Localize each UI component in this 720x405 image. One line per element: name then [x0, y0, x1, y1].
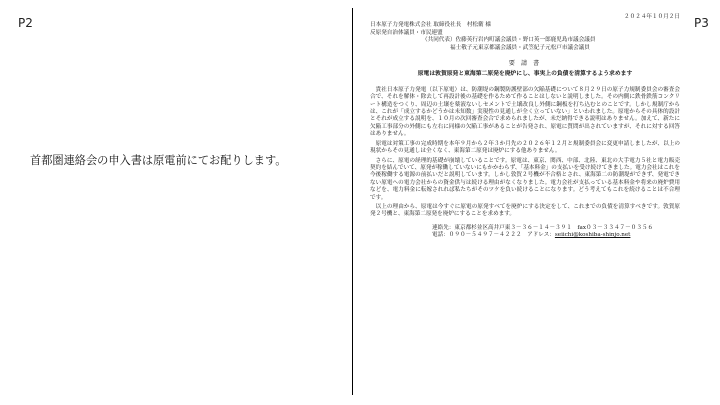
contact-phone: 電話：０９０－５４９７－４２２２ アドレス：: [432, 232, 555, 239]
paragraph-1: 貴社日本原子力発電（以下原電）は、防潮堤の鋼製防護壁部の欠陥基礎について８月２９日の原子力規制委員会の審査会合で、それを解体・除去して再設計後の基礎を作るためて作ることはしないと説明しました。その内側に鉄骨鉄筋コンクリート構造をつくり、周辺の土壌を薬液ないしセメントで土壌改良し外側に鋼板を打ち込むとのことです。しかし規制庁からは、これが「成立するかどうかは未知数」実現性の見通しが全く立っていない」といわれました。原電からその具体的設計とそれが成立する説明を、１０月の次回審査会合で求められましたが、未だ納得できる説明はありません。加えて、新たに欠陥工事部分の外側にも左右に同様の欠陥工事があることが告発され、原電に質問が出されていますが、それに対する回答はありません。: [370, 86, 680, 138]
co-representatives-line-1: （共同代表）佐藤英行岩内町議会議員・野口英一郎鹿児島市議会議員: [422, 37, 596, 44]
addressee-line: 日本原子力発電株式会社 取締役社長 村松衛 様: [370, 22, 492, 29]
page-label-right: P3: [694, 16, 709, 30]
sender-organization: 反原発自治体議員・市民連盟: [370, 29, 443, 36]
request-letter: [370, 14, 680, 240]
paragraph-2: 原電は対策工事の完成時期を本年９月から２年３か月先の２０２６年１２月と規制委員会に変更申請しましたが、以上の現状からその見通しは全くなく、東海第二原発は廃炉にする他ありません。: [370, 140, 680, 155]
letter-title: 要 請 書: [508, 60, 542, 68]
contact-block: [370, 225, 680, 240]
page-divider: [352, 8, 353, 395]
distribution-note: 首都圏連絡会の申入書は原電前にてお配りします。: [30, 154, 287, 167]
contact-email-link[interactable]: seiichi@koshiba-shinjo.net: [554, 232, 631, 239]
contact-phone-line: [432, 232, 680, 239]
contact-address: 連絡先：東京都杉並区高井戸東３－３６－１４－３９１ fax０３－３３４７－０３５６: [432, 224, 654, 231]
paragraph-3: さらに、原電の経理的基礎が崩壊していることです。原電は、東京、関西、中部、北陸、東北の大手電力５社と電力販売契約を結んでいて、原発が稼働していないにもかかわらず、「基本料金」の支払いを受け続けてきました。電力会社はこれを今後稼働する電源の前払いだと説明しています。しかし敦賀２号機が不合格とされ、東海第二の防潮堤ができず、発電できない原電への電力会社からの資金供与は続ける理由がなくなりました。電力会社が支払っている基本料金や将来の廃炉費用などを、電力料金に転嫁されれば私たちがそのツケを負い続けることになります。どう考えてもこれを続けることは不合理です。: [370, 157, 680, 201]
co-representatives-line-2: 福士敬子元東京都議会議員・武笠紀子元松戸市議会議員: [450, 44, 590, 51]
paragraph-4: 以上の理由から、原電は今すぐに原電の原発すべてを廃炉にする決定をして、これまでの負債を清算すべきです。敦賀原発２号機と、東海第二原発を廃炉にすることを求めます。: [370, 203, 680, 218]
letter-date: ２０２４年１０月２日: [624, 14, 680, 20]
letter-subject: 原電は敦賀原発と東海第二原発を廃炉にし、事実上の負債を清算するよう求めます: [417, 71, 633, 78]
page-label-left: P2: [18, 16, 33, 30]
